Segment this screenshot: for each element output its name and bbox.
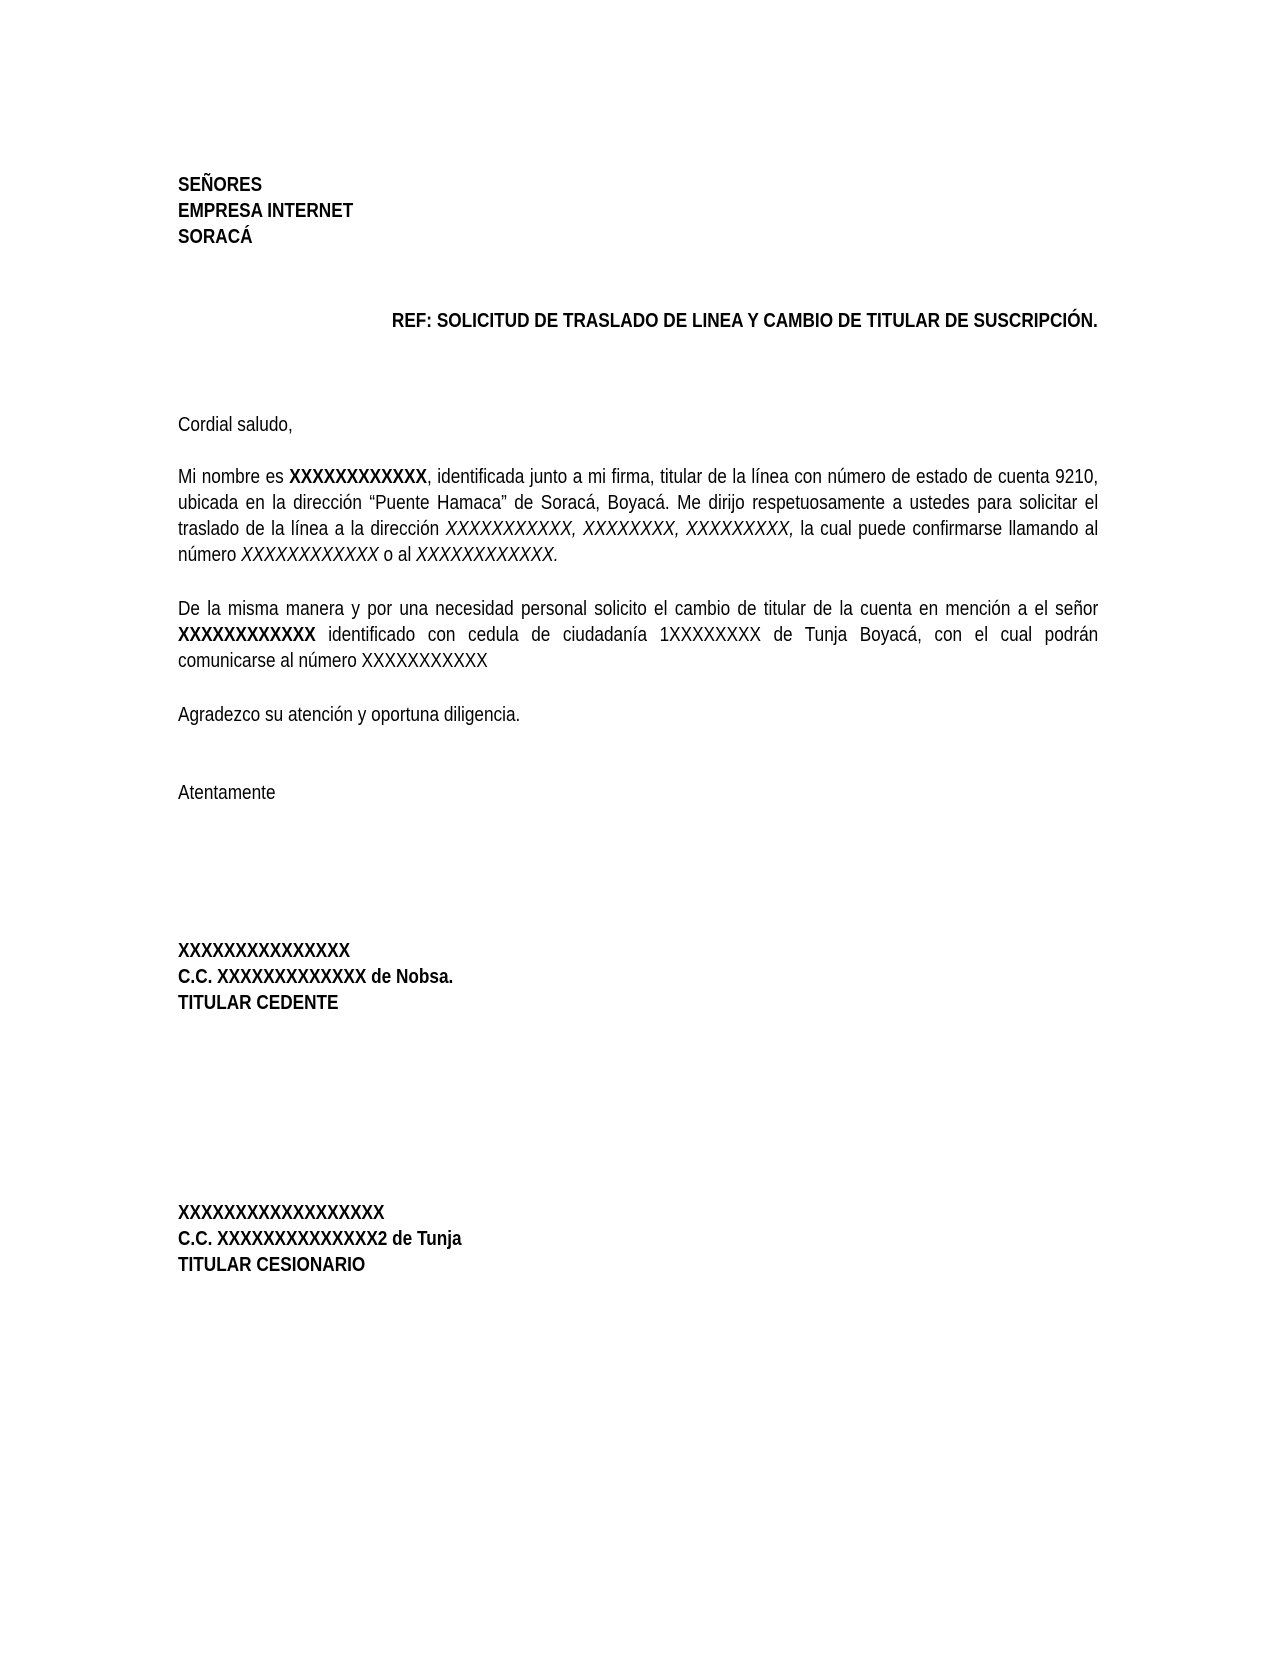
recipient-line-2: EMPRESA INTERNET — [178, 200, 354, 222]
closing-text: Atentamente — [178, 782, 276, 804]
paragraph-2 — [178, 596, 1098, 674]
signature-2-name: XXXXXXXXXXXXXXXXXX — [178, 1202, 385, 1224]
signature-cedente — [178, 938, 969, 1016]
recipient-line-1: SEÑORES — [178, 174, 263, 196]
p2-name: XXXXXXXXXXXX — [178, 624, 316, 646]
p2-text-2: identificado con cedula de ciudadanía 1XXXXXXXX de Tunja Boyacá, con el cual podrán comunicarse al número XXXXXXXXXXX — [178, 624, 1099, 672]
reference-line: REF: SOLICITUD DE TRASLADO DE LINEA Y CAMBIO DE TITULAR DE SUSCRIPCIÓN. — [392, 310, 1098, 332]
signature-cesionario — [178, 1200, 969, 1278]
p1-phone-1: XXXXXXXXXXXX — [241, 544, 379, 566]
recipient-line-3: SORACÁ — [178, 226, 253, 248]
p1-name: XXXXXXXXXXXX — [289, 466, 427, 488]
p2-text-1: De la misma manera y por una necesidad personal solicito el cambio de titular de la cuenta en mención a el señor — [178, 598, 1099, 620]
thanks-text: Agradezco su atención y oportuna diligencia. — [178, 704, 521, 726]
thanks — [178, 702, 969, 728]
paragraph-1-text — [178, 464, 1098, 568]
paragraph-2-text — [178, 596, 1098, 674]
signature-1-id: C.C. XXXXXXXXXXXXX de Nobsa. — [178, 966, 454, 988]
signature-2-id: C.C. XXXXXXXXXXXXXX2 de Tunja — [178, 1228, 462, 1250]
greeting — [178, 412, 969, 438]
signature-1-role: TITULAR CEDENTE — [178, 992, 339, 1014]
p1-text-3: la cual puede confirmarse llamando al número — [178, 518, 1099, 566]
recipient-block — [178, 172, 969, 250]
signature-2-role: TITULAR CESIONARIO — [178, 1254, 366, 1276]
p1-text-2: , identificada junto a mi firma, titular de la línea con número de estado de cuenta 9210, ubicada en la dirección “Puente Hamaca” de Soracá, Boyacá. Me dirijo respetuosamente a ustedes para solicitar el traslado de la línea a la dirección — [178, 466, 1099, 540]
p1-text-4: o al — [378, 544, 417, 566]
paragraph-1 — [178, 464, 1098, 568]
greeting-text: Cordial saludo, — [178, 414, 293, 436]
signature-1-name: XXXXXXXXXXXXXXX — [178, 940, 351, 962]
p1-text-1: Mi nombre es — [178, 466, 290, 488]
p1-phone-2: XXXXXXXXXXXX. — [416, 544, 559, 566]
p1-address: XXXXXXXXXXX, XXXXXXXX, XXXXXXXXX, — [445, 518, 794, 540]
closing — [178, 780, 969, 806]
